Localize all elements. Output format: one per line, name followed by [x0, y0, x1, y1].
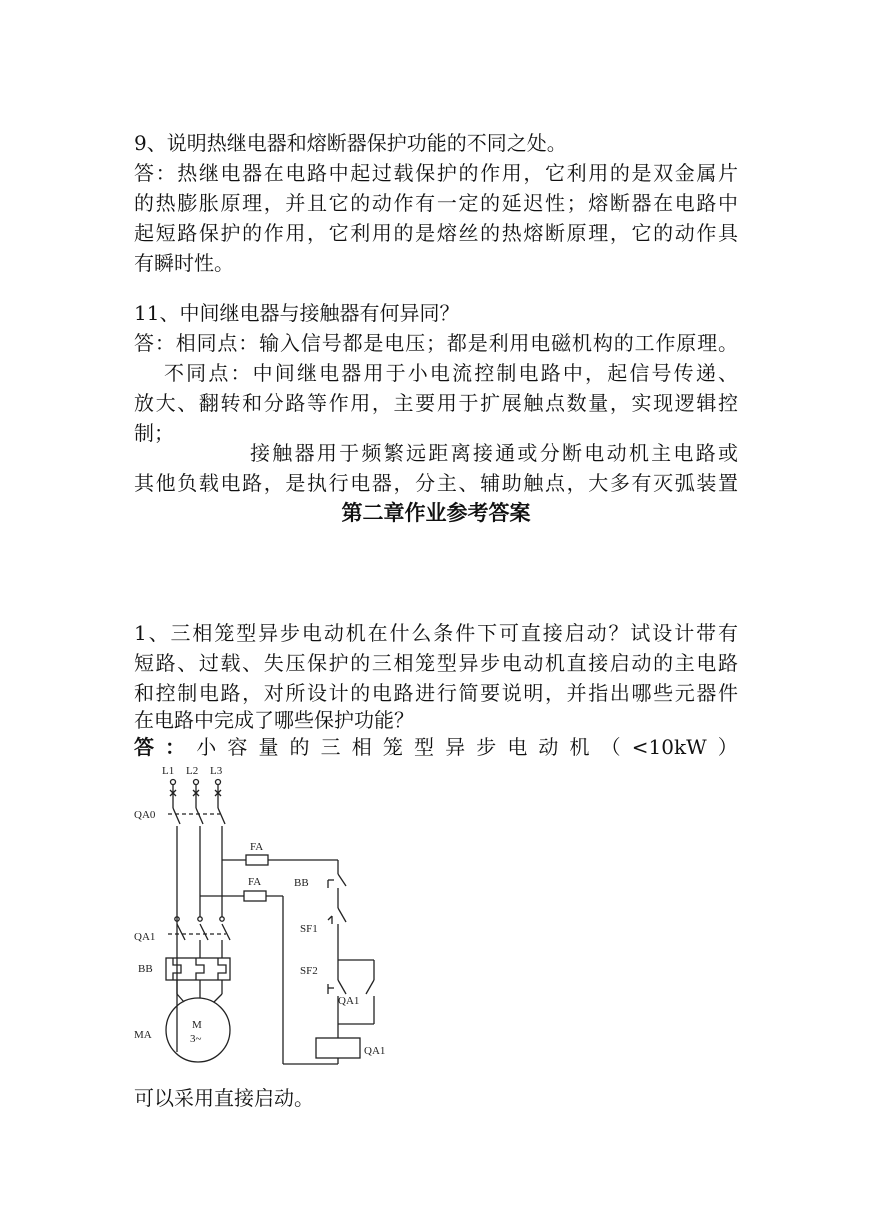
q11-answer-line-6: 其他负载电路，是执行电器，分主、辅助触点，大多有灭弧装置 [134, 471, 738, 495]
q1-answer-char: 小 [196, 735, 217, 759]
label-qa0: QA0 [134, 809, 156, 821]
q11-answer-line-1: 答：相同点：输入信号都是电压；都是利用电磁机构的工作原理。 [134, 331, 738, 355]
bb-thermal-element [166, 958, 230, 994]
q9-answer-line-1: 答：热继电器在电路中起过载保护的作用，它利用的是双金属片 [134, 161, 738, 185]
motor-phase-label: 3~ [190, 1033, 202, 1045]
q1-answer-char: 量 [258, 735, 279, 759]
q1-answer-char: 动 [538, 735, 559, 759]
label-qa1-main: QA1 [134, 931, 156, 943]
label-fa-bottom: FA [248, 876, 262, 888]
q1-answer-char: 步 [476, 735, 497, 759]
q11-answer-line-2: 不同点：中间继电器用于小电流控制电路中，起信号传递、 [164, 361, 738, 385]
label-bb-control: BB [294, 877, 309, 889]
control-circuit-symbols [283, 860, 374, 1064]
label-ma: MA [134, 1029, 152, 1041]
label-fa-top: FA [250, 841, 264, 853]
q1-answer-char: 三 [320, 735, 341, 759]
qa0-switch-symbol [168, 798, 225, 1052]
motor-m-label: M [192, 1019, 202, 1031]
label-sf1: SF1 [300, 923, 318, 935]
terminal-symbols [170, 780, 221, 799]
circuit-diagram [128, 762, 408, 1072]
q11-answer-line-5: 接触器用于频繁远距离接通或分断电动机主电路或 [250, 441, 738, 465]
q1-answer-char: ） [717, 735, 738, 759]
q1-question-line-3: 和控制电路，对所设计的电路进行简要说明，并指出哪些元器件 [134, 681, 738, 705]
q1-answer-char: 容 [227, 735, 248, 759]
q9-answer-line-2: 的热膨胀原理，并且它的动作有一定的延迟性；熔断器在电路中 [134, 191, 738, 215]
label-l2: L2 [186, 765, 199, 777]
fuse-symbols [200, 855, 338, 1064]
label-sf2: SF2 [300, 965, 318, 977]
q1-answer-char: 相 [351, 735, 372, 759]
q9-answer-line-3: 起短路保护的作用，它利用的是熔丝的热熔断原理，它的动作具 [134, 221, 738, 245]
label-qa1-coil: QA1 [364, 1045, 386, 1057]
q11-question: 11、中间继电器与接触器有何异同？ [134, 301, 460, 325]
q1-answer-char: <10kW [631, 735, 707, 759]
q1-answer-char: 笼 [382, 735, 403, 759]
q1-answer-char: （ [600, 735, 621, 759]
q1-answer-char: 机 [569, 735, 590, 759]
q9-question: 9、说明热继电器和熔断器保护功能的不同之处。 [134, 131, 567, 155]
label-l3: L3 [210, 765, 223, 777]
q1-answer-colon: ： [165, 735, 186, 759]
q1-answer-end: 可以采用直接启动。 [134, 1086, 314, 1110]
q1-answer-label: 答 [134, 735, 154, 759]
q1-answer-char: 电 [507, 735, 528, 759]
q1-answer-char: 的 [289, 735, 310, 759]
label-qa1-aux: QA1 [338, 995, 360, 1007]
q1-answer-char: 型 [413, 735, 434, 759]
q1-question-line-1: 1、三相笼型异步电动机在什么条件下可直接启动？试设计带有 [134, 621, 738, 645]
q11-answer-line-3: 放大、翻转和分路等作用，主要用于扩展触点数量，实现逻辑控 [134, 391, 738, 415]
q11-answer-line-4: 制； [134, 421, 174, 445]
label-l1: L1 [162, 765, 175, 777]
q1-question-line-4: 在电路中完成了哪些保护功能？ [134, 708, 414, 732]
chapter-title: 第二章作业参考答案 [341, 500, 531, 525]
q1-question-line-2: 短路、过载、失压保护的三相笼型异步电动机直接启动的主电路 [134, 651, 738, 675]
label-bb-main: BB [138, 963, 153, 975]
q9-answer-line-4: 有瞬时性。 [134, 251, 234, 275]
q1-answer-char: 异 [445, 735, 466, 759]
q1-answer-line [134, 732, 738, 762]
